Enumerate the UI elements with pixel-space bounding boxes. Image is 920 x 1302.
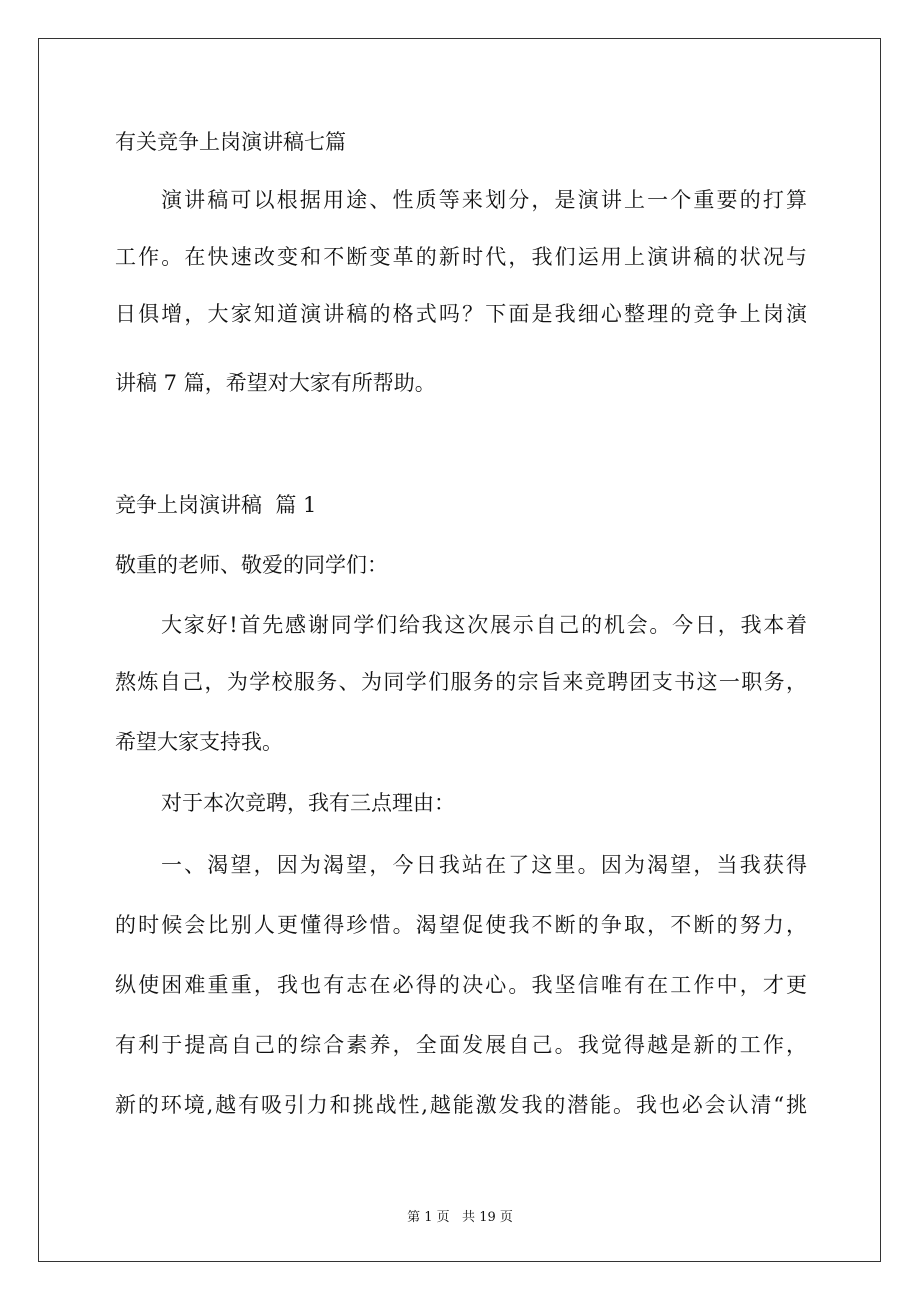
body-line: 新的环境,越有吸引力和挑战性,越能激发我的潜能。我也必会认清“挑 — [115, 1093, 807, 1117]
document-title: 有关竞争上岗演讲稿七篇 — [115, 130, 346, 154]
body-line: 大家好!首先感谢同学们给我这次展示自己的机会。今日，我本着 — [161, 613, 807, 637]
salutation: 敬重的老师、敬爱的同学们： — [115, 553, 388, 577]
body-line: 一、渴望，因为渴望，今日我站在了这里。因为渴望，当我获得 — [161, 853, 807, 877]
intro-line: 演讲稿可以根据用途、性质等来划分，是演讲上一个重要的打算 — [161, 188, 807, 212]
intro-line: 工作。在快速改变和不断变革的新时代，我们运用上演讲稿的状况与 — [115, 245, 807, 269]
intro-line: 讲稿 7 篇，希望对大家有所帮助。 — [115, 371, 436, 395]
section-heading: 竞争上岗演讲稿 篇 1 — [115, 493, 317, 517]
page-footer: 第 1 页 共 19 页 — [407, 1210, 513, 1225]
body-line: 熬炼自己，为学校服务、为同学们服务的宗旨来竞聘团支书这一职务， — [115, 670, 807, 694]
intro-line: 日俱增，大家知道演讲稿的格式吗？下面是我细心整理的竞争上岗演 — [115, 302, 807, 326]
body-line: 有利于提高自己的综合素养，全面发展自己。我觉得越是新的工作， — [115, 1033, 807, 1057]
body-line: 的时候会比别人更懂得珍惜。渴望促使我不断的争取，不断的努力， — [115, 913, 807, 937]
body-line: 对于本次竞聘，我有三点理由： — [161, 791, 455, 815]
body-line: 纵使困难重重，我也有志在必得的决心。我坚信唯有在工作中，才更 — [115, 973, 807, 997]
page-border — [38, 38, 881, 1262]
body-line: 希望大家支持我。 — [115, 730, 283, 754]
